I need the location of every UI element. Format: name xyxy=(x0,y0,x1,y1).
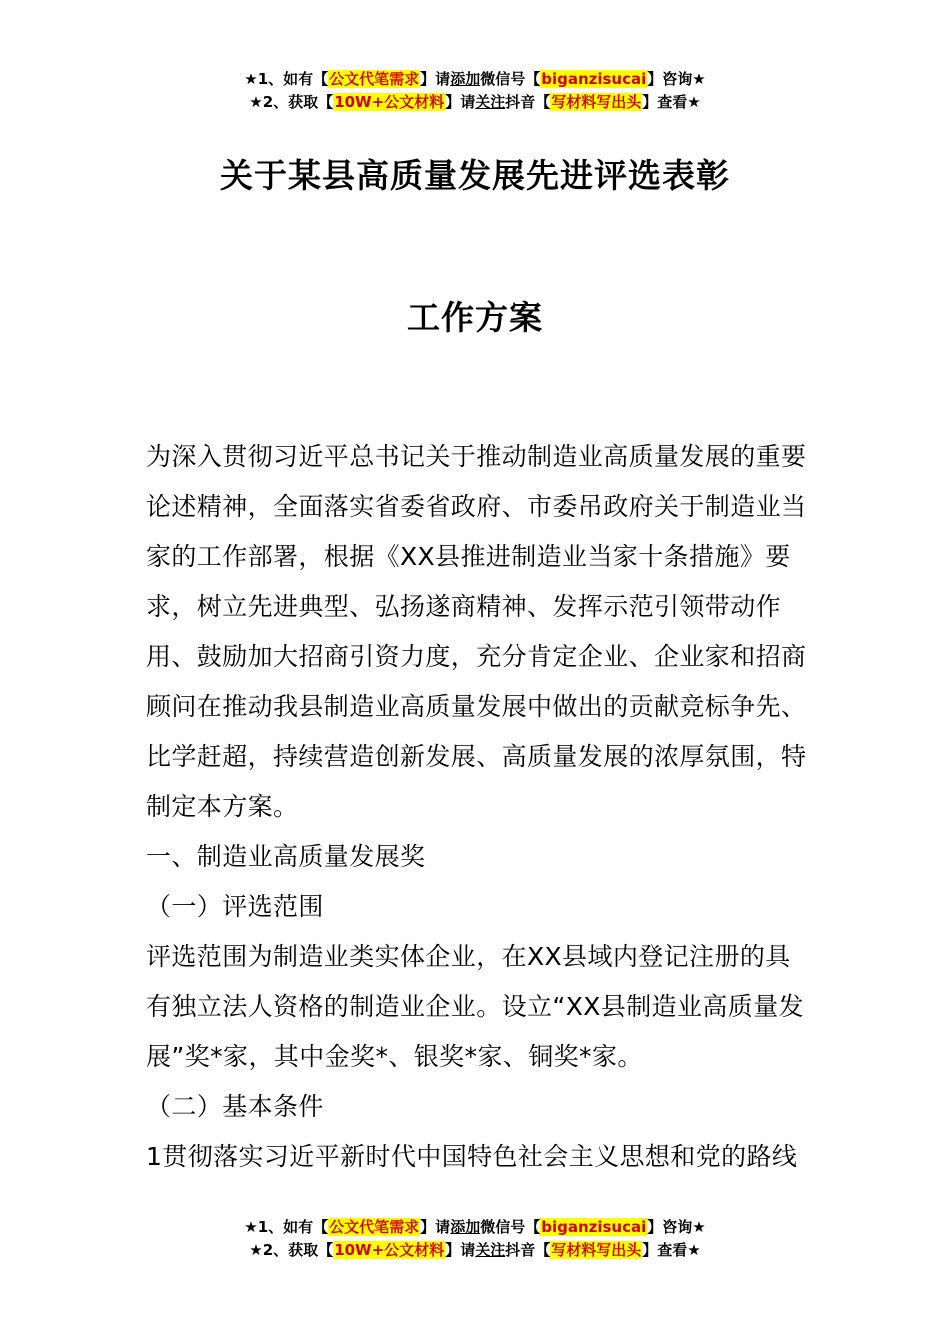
promo-text: 】查看★ xyxy=(642,93,701,111)
promo-text: 微信号【 xyxy=(480,1218,541,1236)
document-title-line-2: 工作方案 xyxy=(407,298,543,337)
promo-line-2 xyxy=(0,1239,950,1262)
promo-text: ★1、如有【 xyxy=(244,1218,329,1236)
promo-text: 】咨询★ xyxy=(647,70,706,88)
promo-text: 】咨询★ xyxy=(647,1218,706,1236)
promo-text: 】请 xyxy=(420,70,451,88)
document-title-line-1: 关于某县高质量发展先进评选表彰 xyxy=(220,156,730,195)
promo-text: 】请 xyxy=(420,1218,451,1236)
promo-text: 微信号【 xyxy=(480,70,541,88)
promo-line-1 xyxy=(0,1216,950,1239)
subsection-paragraph: 评选范围为制造业类实体企业，在XX县域内登记注册的具有独立法人资格的制造业企业。设立“XX县制造业高质量发展”奖*家，其中金奖*、银奖*家、铜奖*家。 xyxy=(146,942,805,1071)
promo-text: ★2、获取【 xyxy=(249,1241,334,1259)
intro-paragraph: 为深入贯彻习近平总书记关于推动制造业高质量发展的重要论述精神，全面落实省委省政府、市委吊政府关于制造业当家的工作部署，根据《XX县推进制造业当家十条措施》要求，树立先进典型、弘扬遂商精神、发挥示范引领带动作用、鼓励加大招商引资力度，充分肯定企业、企业家和招商顾问在推动我县制造业高质量发展中做出的贡献竞标争先、比学赶超，持续营造创新发展、高质量发展的浓厚氛围，特制定本方案。 xyxy=(146,442,807,821)
promo-highlight: biganzisucai xyxy=(541,1218,647,1236)
promo-highlight: 公文代笔需求 xyxy=(329,1218,420,1236)
promo-highlight: biganzisucai xyxy=(541,70,647,88)
subsection-heading: （二）基本条件 xyxy=(146,1092,324,1121)
promo-underlined: 关注 xyxy=(475,93,506,111)
promo-text: 】查看★ xyxy=(642,1241,701,1259)
promo-underlined: 添加 xyxy=(450,1218,481,1236)
promo-line-1 xyxy=(0,68,950,91)
promo-text: 抖音【 xyxy=(505,1241,551,1259)
promo-text: 】请 xyxy=(445,1241,476,1259)
promo-underlined: 添加 xyxy=(450,70,481,88)
document-body xyxy=(146,432,810,1182)
promo-highlight: 写材料写出头 xyxy=(551,93,642,111)
section-heading: 一、制造业高质量发展奖 xyxy=(146,842,426,871)
promo-highlight: 公文代笔需求 xyxy=(329,70,420,88)
promo-text: ★2、获取【 xyxy=(249,93,334,111)
bottom-promo-banner xyxy=(0,1216,950,1262)
list-item: 1贯彻落实习近平新时代中国特色社会主义思想和党的路线 xyxy=(146,1142,798,1171)
subsection-heading: （一）评选范围 xyxy=(146,892,324,921)
promo-text: 抖音【 xyxy=(505,93,551,111)
promo-highlight: 写材料写出头 xyxy=(551,1241,642,1259)
promo-underlined: 关注 xyxy=(475,1241,506,1259)
promo-highlight: 10W+公文材料 xyxy=(334,1241,445,1259)
promo-highlight: 10W+公文材料 xyxy=(334,93,445,111)
top-promo-banner xyxy=(0,68,950,114)
promo-text: ★1、如有【 xyxy=(244,70,329,88)
promo-text: 】请 xyxy=(445,93,476,111)
promo-line-2 xyxy=(0,91,950,114)
